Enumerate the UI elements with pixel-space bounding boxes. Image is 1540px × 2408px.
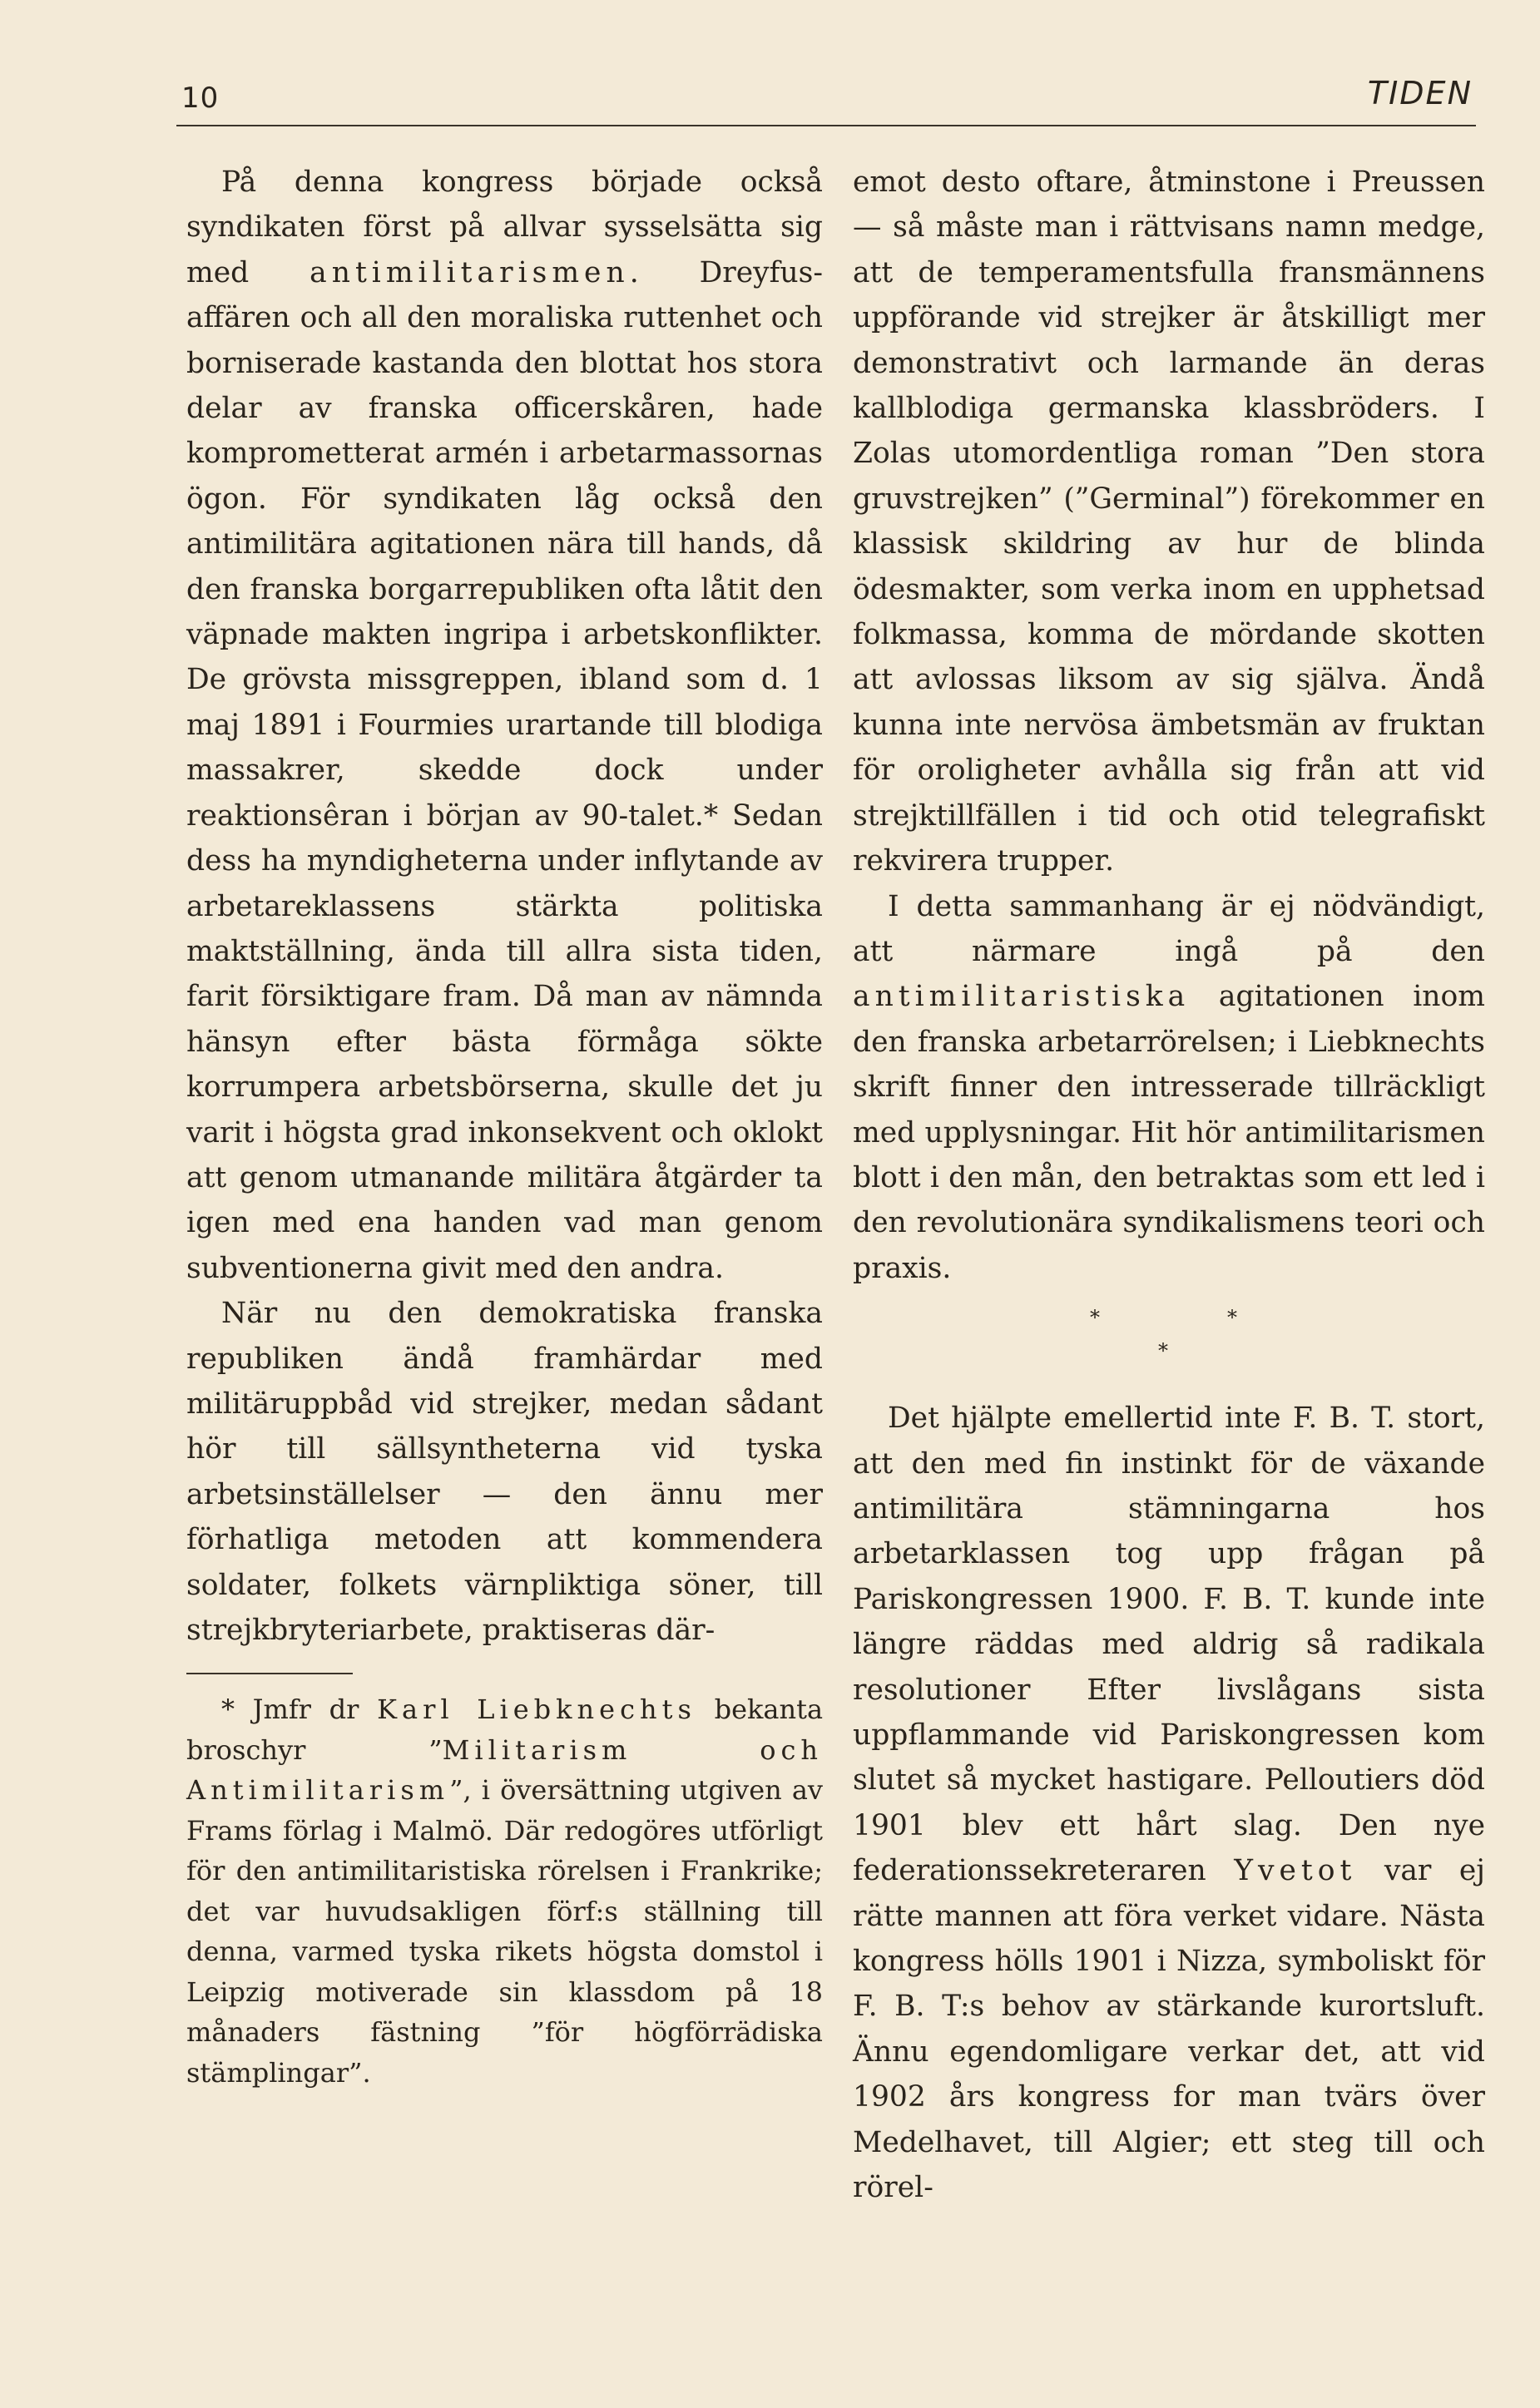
author-name: Karl Liebknechts (377, 1694, 696, 1726)
asterisk: * (1158, 1339, 1168, 1363)
footnote-part: * Jmfr dr (221, 1694, 378, 1726)
footnote-divider (186, 1673, 353, 1674)
spaced-term: antimilitarismen (309, 255, 630, 289)
paragraph (853, 884, 1485, 1292)
paragraph-text: På denna kongress började också syndikaten först på allvar sysselsätta sig med (186, 166, 823, 289)
header-rule (176, 125, 1476, 126)
journal-title: TIDEN (1367, 75, 1473, 111)
spaced-term: Yvetot (1234, 1854, 1357, 1888)
paragraph-text: . Dreyfus-affären och all den moraliska ruttenhet och borniserade kastanda den blottat hos stora delar av franska officerskåren, hade komprometterat armén i arbetarmassornas ögon. För syndikaten låg också den antimilitära agitationen nära till hands, då den franska borgarrepubliken ofta låtit den väpnade makten ingripa i arbetskonflikter. De grövsta missgreppen, ibland som d. 1 maj 1891 i Fourmies urartande till blodiga massakrer, skedde dock under reaktionsêran i början av 90-talet.* Sedan dess ha myndigheterna under inflytande av arbetareklassens stärkta politiska maktställning, ända till allra sista tiden, farit försiktigare fram. Då man av nämnda hänsyn efter bästa förmåga sökte korrumpera arbetsbörserna, skulle det ju varit i högsta grad inkonsekvent och oklokt att genom utmanande militära åtgärder ta igen med ena handen vad man genom subventionerna givit med den andra. (186, 255, 823, 1285)
paragraph-text: var ej rätte mannen att föra verket vidare. Nästa kongress hölls 1901 i Nizza, symboliskt för F. B. T:s behov av stärkande kurortsluft. Ännu egendomligare verkar det, att vid 1902 års kongress for man tvärs över Medelhavet, till Algier; ett steg till och rörel- (853, 1854, 1485, 2205)
footnote (186, 1689, 823, 2093)
paragraph-text: agitationen inom den franska arbetarrörelsen; i Liebknechts skrift finner den intresserade tillräckligt med upplysningar. Hit hör antimilitarismen blott i den mån, den betraktas som ett led i den revolutionära syndikalismens teori och praxis. (853, 980, 1485, 1285)
book-title: Militarism och Antimilitarism (186, 1733, 824, 1807)
right-column (853, 160, 1485, 2210)
page-number: 10 (181, 82, 220, 115)
asterisk: * (1227, 1306, 1237, 1330)
section-break-asterisks (853, 1298, 1485, 1381)
page-header (176, 73, 1476, 123)
spaced-term: antimilitaristiska (853, 980, 1191, 1014)
footnote-part: bekanta broschyr ” (186, 1694, 824, 1766)
asterisk: * (1090, 1306, 1100, 1330)
paragraph: emot desto oftare, åtminstone i Preussen — så måste man i rättvisans namn medge, att de temperamentsfulla fransmännens uppförande vid strejker är åtskilligt mer demonstrativt och larmande än deras kallblodiga germanska klassbröders. I Zolas utomordentliga roman ”Den stora gruvstrejken” (”Germinal”) förekommer en klassisk skildring av hur de blinda ödesmakter, som verka inom en upphetsad folkmassa, komma de mördande skotten att avlossas liksom av sig själva. Ändå kunna inte nervösa ämbetsmän av fruktan för oroligheter avhålla sig från att vid strejktillfällen i tid och otid telegrafiskt rekvirera trupper. (853, 166, 1485, 878)
footnote-part: ”, i översättning utgiven av Frams förlag i Malmö. Där redogöres utförligt för den antimilitaristiska rörelsen i Frankrike; det var huvudsakligen förf:s ställning till denna, varmed tyska rikets högsta domstol i Leipzig motiverade sin klassdom på 18 månaders fästning ”för högförrädiska stämplingar”. (186, 1774, 823, 2089)
footnote-text (186, 1689, 823, 2093)
paragraph (853, 1396, 1485, 2210)
paragraph: När nu den demokratiska franska republiken ändå framhärdar med militäruppbåd vid strejker, medan sådant hör till sällsyntheterna vid tyska arbetsinställelser — den ännu mer förhatliga metoden att kommendera soldater, folkets värnpliktiga söner, till strejkbryteriarbete, praktiseras där- (186, 1297, 823, 1647)
paragraph (186, 160, 823, 1291)
left-column (186, 160, 823, 2093)
paragraph-text: Det hjälpte emellertid inte F. B. T. stort, att den med fin instinkt för de växande antimilitära stämningarna hos arbetarklassen tog upp frågan på Pariskongressen 1900. F. B. T. kunde inte längre räddas med aldrig så radikala resolutioner Efter livslågans sista uppflammande vid Pariskongressen kom slutet så mycket hastigare. Pelloutiers död 1901 blev ett hårt slag. Den nye federationssekreteraren (853, 1402, 1485, 1888)
paragraph-text: I detta sammanhang är ej nödvändigt, att närmare ingå på den (853, 889, 1485, 968)
